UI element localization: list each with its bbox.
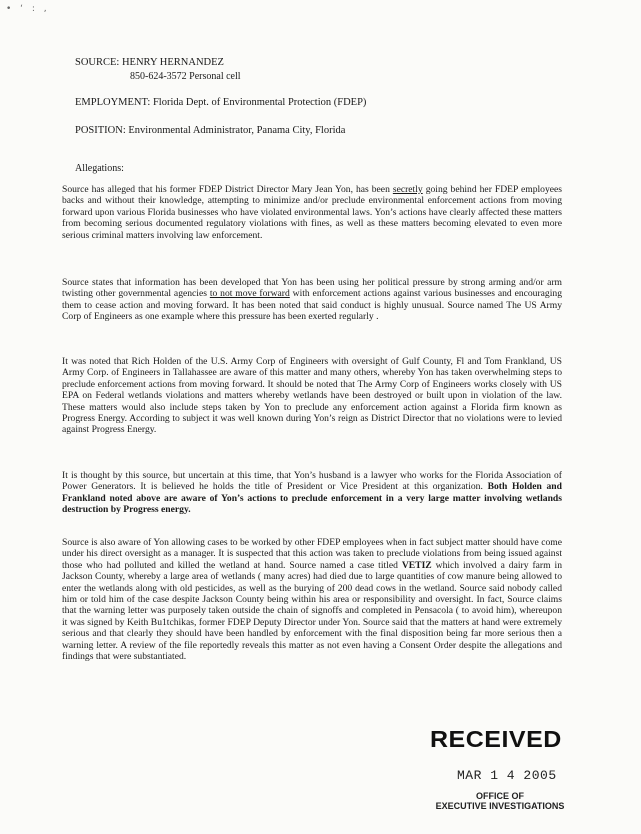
source-phone: 850-624-3572 Personal cell: [130, 71, 241, 82]
office-line-1: OFFICE OF: [476, 791, 524, 801]
source-label: SOURCE:: [75, 57, 120, 68]
received-date: MAR 1 4 2005: [457, 768, 557, 783]
source-value: HENRY HERNANDEZ: [121, 57, 224, 68]
paragraph-5-case-name: VETIZ: [401, 559, 432, 571]
position-value: Environmental Administrator, Panama City, Florida: [128, 125, 346, 136]
paragraph-4-text: It is thought by this source, but uncertain at this time, that Yon’s husband is a lawyer who works for the Florida Association of Power Generators. It is believed he holds the title of President or Vice President at this organization.: [62, 470, 562, 493]
position-line: [75, 124, 345, 137]
paragraph-1: [62, 184, 562, 241]
paragraph-4: [62, 470, 562, 516]
paragraph-2-text-a: Source states that information has been developed that Yon has been using her political pressure by strong arming and/or arm twisting other governmental agencies: [62, 277, 562, 300]
office-stamp: [430, 791, 570, 811]
paragraph-5-text-a: Source is also aware of Yon allowing cases to be worked by other FDEP employees when in fact subject matter should have come under his direct oversight as a manager. It is suspected that this action was taken to preclude violations from being issued against those who had polluted and killed the wetland at hand. Source named a case titled: [62, 537, 562, 571]
paragraph-1-text-a: Source has alleged that his former FDEP District Director Mary Jean Yon, has been: [62, 184, 393, 195]
received-stamp: RECEIVED: [430, 727, 562, 753]
paragraph-2: [62, 277, 562, 323]
office-line-2: EXECUTIVE INVESTIGATIONS: [435, 801, 565, 811]
paragraph-5: [62, 537, 562, 662]
allegations-heading: Allegations:: [75, 163, 124, 174]
paragraph-3: It was noted that Rich Holden of the U.S. Army Corp of Engineers with oversight of Gulf County, Fl and Tom Frankland, US Army Corp. of Engineers in Tallahassee are aware of this matter and many others, whereby Yon has taken overwhelming steps to preclude enforcement actions from moving forward. It should be noted that The Army Corp of Engineers works closely with US EPA on Federal wetlands violations and matters whereby wetlands have been destroyed or built upon in violation of the law. These matters would also include steps taken by Yon to preclude any enforcement action against a Florida firm known as Progress Energy. According to subject it was well known during Yon’s reign as District Director that no violations were to levied against Progress Energy.: [62, 356, 562, 436]
paragraph-1-text-b: going behind her FDEP employees backs and without their knowledge, attempting to minimize and/or preclude environmental enforcement actions from moving forward upon various Florida businesses who have violated environmental laws. Yon’s actions have clearly affected these matters from becoming serious documented regulatory violations with fines, as well as these matters becoming elevated to even more serious criminal matters involving law enforcement.: [62, 184, 562, 241]
employment-value: Florida Dept. of Environmental Protection (FDEP): [152, 97, 367, 108]
scan-specks: • ‘ : ,: [6, 4, 50, 14]
paragraph-2-text-b: with enforcement actions against various businesses and encouraging them to cease action and moving forward. It has been noted that said conduct is highly unusual. Source named The US Army Corp of Engineers as one example where this pressure has been exerted regularly .: [62, 288, 562, 323]
position-label: POSITION:: [75, 125, 126, 136]
employment-label: EMPLOYMENT:: [75, 97, 151, 108]
paragraph-2-underlined: to not move forward: [209, 288, 290, 300]
paragraph-4-bold: Both Holden and Frankland noted above are aware of Yon’s actions to preclude enforcement in a very large matter involving wetlands destruction by Progress energy.: [62, 481, 562, 516]
employment-line: [75, 96, 366, 109]
source-line: [75, 56, 224, 69]
paragraph-1-underlined: secretly: [392, 184, 423, 195]
paragraph-5-text-b: which involved a dairy farm in Jackson County, whereby a large area of wetlands ( many acres) had died due to large quantities of cow manure being allowed to enter the wetlands along with old pesticides, as well as the burying of 200 dead cows in the wetland. Source said nobody called him or told him of the case despite Jackson County being within his area or responsibility and oversight. In fact, Source claims that the warning letter was purposely taken outside the chain of signoffs and completed in Pensacola ( to avoid him), whereupon it was signed by Keith Bu1tchikas, former FDEP Deputy Director under Yon. Source said that the matters at hand were extremely serious and that clearly they should have been handled by enforcement with the final disposition being far more serious then a warning letter. A review of the file reportedly reveals this matter as not even having a Consent Order despite the allegations and findings that were substantiated.: [62, 559, 562, 663]
